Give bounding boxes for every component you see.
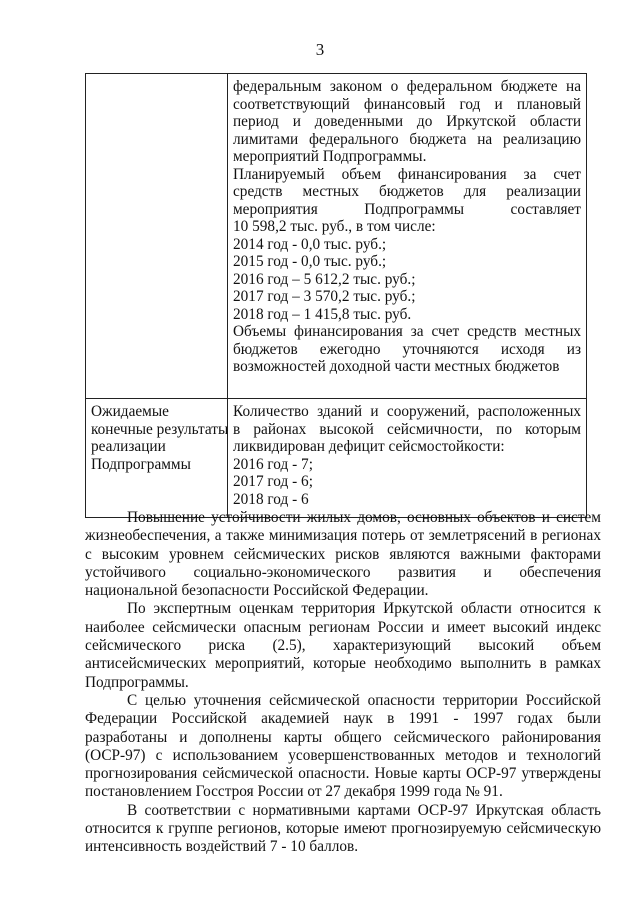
text-line: Количество зданий и сооружений, расположенных: [233, 403, 581, 420]
text-line: С целью уточнения сейсмической опасности территории Российской: [127, 691, 601, 709]
text-line: В соответствии с нормативными картами ОСР-97 Иркутская область: [127, 801, 601, 819]
text-line: жизнеобеспечения, а также минимизация потерь от землетрясений в регионах: [85, 527, 601, 545]
text-line: Ожидаемые: [91, 403, 169, 420]
text-line: средств местных бюджетов для реализации: [233, 183, 581, 200]
text-line: 2015 год - 0,0 тыс. руб.;: [233, 253, 387, 270]
subprogram-passport-table: [85, 73, 587, 518]
paragraph: [85, 600, 601, 691]
text-line: разработаны и дополнены карты общего сейсмического районирования: [85, 728, 601, 746]
paragraph: [85, 802, 601, 857]
text-line: 2016 год - 7;: [233, 455, 313, 473]
text-line: (ОСР-97) с использованием усовершенствованных методов и технологий: [85, 746, 601, 764]
text-line: постановлением Госстроя России от 27 декабря 1999 года № 91.: [85, 783, 503, 801]
text-line: Федерации Российской академией наук в 1991 - 1997 годах были: [85, 710, 601, 728]
text-line: 2016 год – 5 612,2 тыс. руб.;: [233, 270, 416, 288]
table-cell-label-empty: [86, 74, 228, 399]
text-line: устойчивого социально-экономического развития и обеспечения: [85, 563, 601, 581]
text-line: 2017 год - 6;: [233, 473, 313, 490]
text-line: 2017 год – 3 570,2 тыс. руб.;: [233, 288, 416, 305]
text-line: 2018 год – 1 415,8 тыс. руб.: [233, 305, 412, 323]
text-line: лимитами федерального бюджета на реализацию: [233, 130, 581, 148]
table-cell-expected-results-text: [228, 399, 587, 518]
text-line: реализации: [91, 438, 166, 455]
page-number: 3: [315, 40, 325, 59]
paragraph: [85, 509, 601, 600]
text-line: ликвидирован дефицит сейсмостойкости:: [233, 438, 505, 455]
text-line: 2014 год - 0,0 тыс. руб.;: [233, 235, 387, 253]
table-row-financing: [86, 74, 587, 399]
table-row-expected-results: [86, 399, 587, 518]
text-line: Подпрограммы: [91, 455, 191, 473]
text-line: национальной безопасности Российской Федерации.: [85, 582, 429, 600]
text-line: Планируемый объем финансирования за счет: [233, 165, 581, 183]
text-line: относится к группе регионов, которые имеют прогнозируемую сейсмическую: [85, 820, 601, 838]
text-line: 10 598,2 тыс. руб., в том числе:: [233, 218, 436, 235]
text-line: конечные результаты: [91, 420, 229, 438]
text-line: период и доведенными до Иркутской области: [233, 113, 581, 130]
text-line: прогнозирования сейсмической опасности. Новые карты ОСР-97 утверждены: [85, 765, 601, 783]
text-line: в районах высокой сейсмичности, по которым: [233, 420, 581, 438]
text-line: соответствующий финансовый год и плановый: [233, 95, 581, 113]
text-line: интенсивность воздействий 7 - 10 баллов.: [85, 838, 359, 856]
body-text: [85, 509, 601, 857]
table-cell-financing-text: [228, 74, 587, 399]
text-line: антисейсмических мероприятий, которые необходимо выполнить в рамках: [85, 655, 601, 673]
text-line: Объемы финансирования за счет средств местных: [233, 323, 581, 340]
text-line: Подпрограммы.: [85, 673, 189, 691]
text-line: возможностей доходной части местных бюджетов: [233, 358, 560, 375]
text-line: По экспертным оценкам территория Иркутской области относится к: [127, 600, 601, 618]
text-line: федеральным законом о федеральном бюджете на: [233, 78, 581, 95]
paragraph: [85, 692, 601, 802]
text-line: 2018 год - 6: [233, 490, 309, 508]
text-line: мероприятия Подпрограммы составляет: [233, 200, 581, 218]
text-line: с высоким уровнем сейсмических рисков являются важными факторами: [85, 545, 601, 563]
text-line: наиболее сейсмически опасным регионам России и имеет высокий индекс: [85, 618, 601, 636]
table-cell-label-expected-results: [86, 399, 228, 518]
text-line: мероприятий Подпрограммы.: [233, 148, 427, 165]
text-line: сейсмического риска (2.5), характеризующий высокий объем: [85, 637, 601, 655]
text-line: бюджетов ежегодно уточняются исходя из: [233, 340, 581, 358]
text-line: Повышение устойчивости жилых домов, основных объектов и систем: [127, 509, 601, 526]
